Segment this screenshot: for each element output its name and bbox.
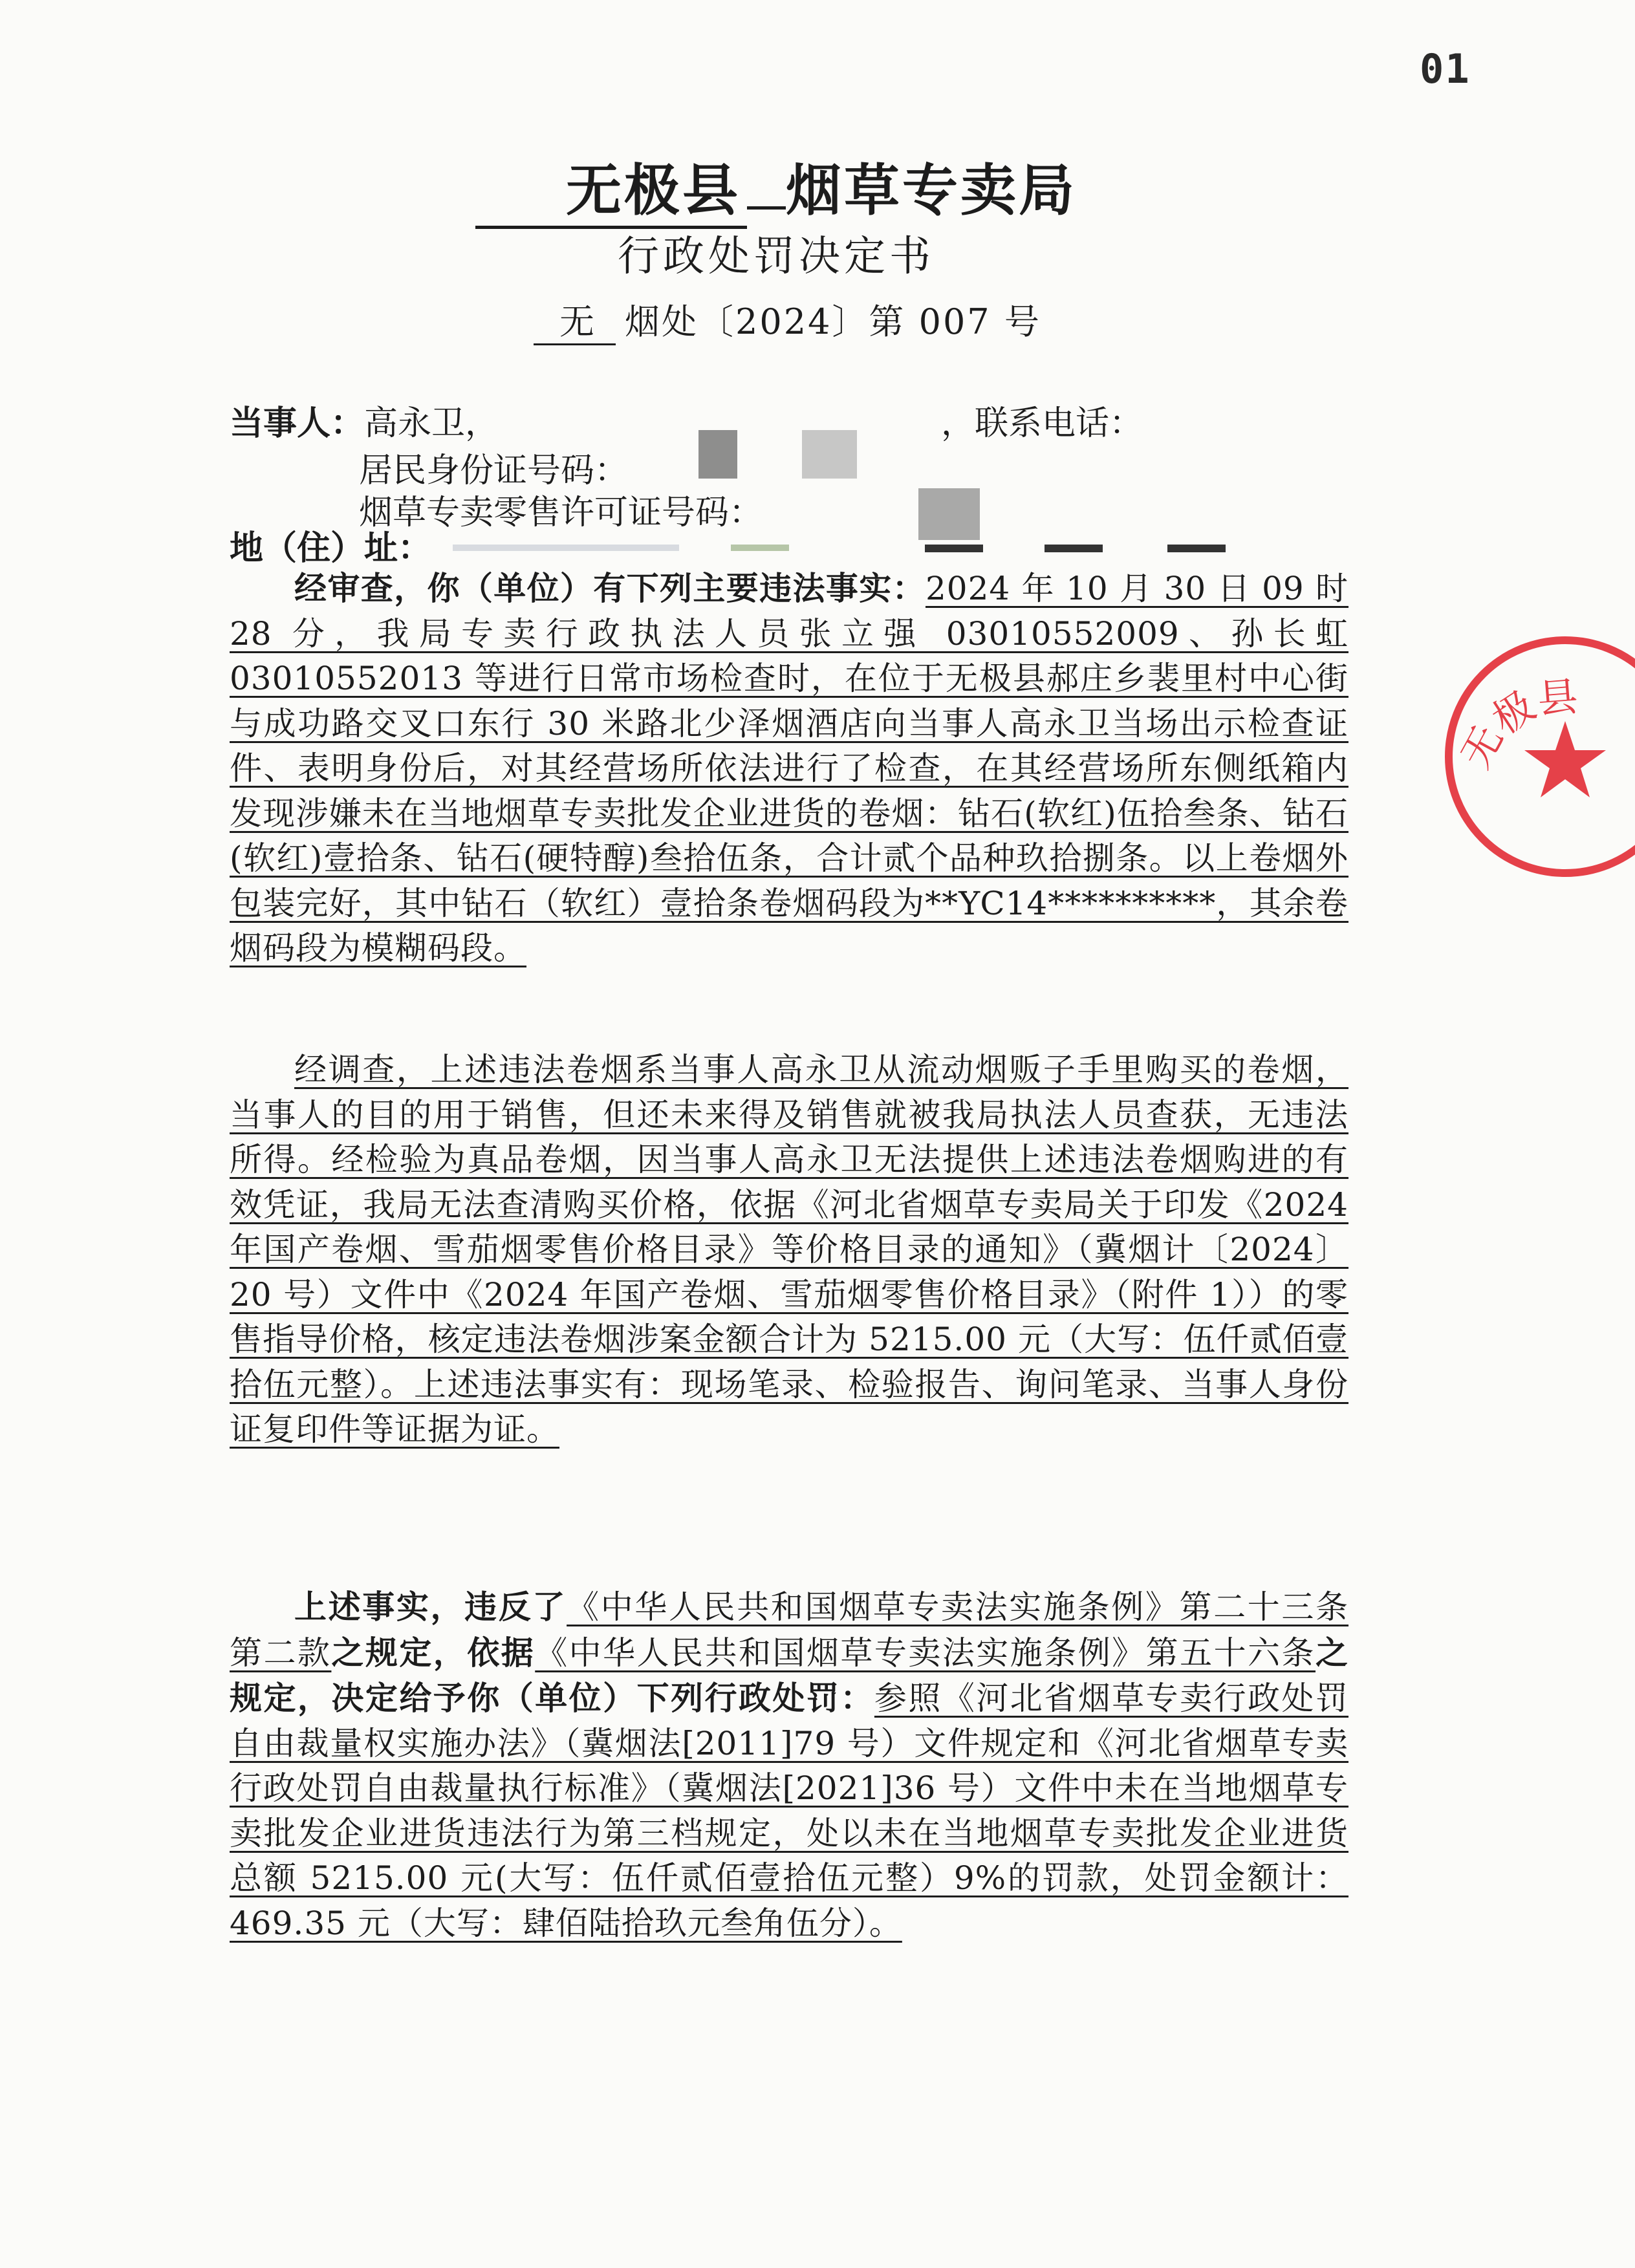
doc-number-rest: 烟处〔2024〕第 007 号: [625, 301, 1041, 342]
facts-paragraph: [230, 566, 1348, 971]
decision-law2: 《中华人民共和国烟草专卖法实施条例》第五十六条: [535, 1634, 1316, 1672]
redaction-mask: [698, 430, 737, 479]
seal-text: 无极县: [1451, 673, 1580, 776]
facts-text: 2024 年 10 月 30 日 09 时 28 分，我局专卖行政执法人员张立强 03010552009、孙长虹 03010552013 等进行日常市场检查时，在位于无极县郝庄乡裴里村中心街与成功路交叉口东行 30 米路北少泽烟酒店向当事人高永卫当场出示检查证件、表明身份后，对其经营场所依法进行了检查，在其经营场所东侧纸箱内发现涉嫌未在当地烟草专卖批发企业进货的卷烟：钻石(软红)伍拾叁条、钻石(软红)壹拾条、钻石(硬特醇)叁拾伍条，合计贰个品种玖拾捌条。以上卷烟外包装完好，其中钻石（软红）壹拾条卷烟码段为**YC14**********，其余卷烟码段为模糊码段。: [230, 570, 1349, 967]
party-line: [230, 396, 499, 444]
license-number-label: 烟草专卖零售许可证号码：: [359, 493, 763, 532]
redaction-mask: [925, 545, 983, 552]
party-label: 当事人：: [230, 404, 365, 443]
agency-title: [475, 146, 1077, 229]
official-seal: [1439, 631, 1635, 883]
agency-name: 烟草专卖局: [786, 158, 1077, 223]
agency-county: 无极县: [475, 146, 747, 229]
investigation-section: [230, 1048, 1348, 1453]
redaction-mask: [731, 545, 789, 551]
phone-label: ，联系电话：: [941, 404, 1143, 443]
decision-mid2: 之规定，决定给予你（单位）下列行政处罚：: [230, 1633, 1348, 1717]
investigation-paragraph: [230, 1048, 1348, 1453]
investigation-text: 经调查，上述违法卷烟系当事人高永卫从流动烟贩子手里购买的卷烟，当事人的目的用于销售，但还未来得及销售就被我局执法人员查获，无违法所得。经检验为真品卷烟，因当事人高永卫无法提供上述违法卷烟购进的有效凭证，我局无法查清购买价格，依据《河北省烟草专卖局关于印发《2024 年国产卷烟、雪茄烟零售价格目录》等价格目录的通知》（冀烟计〔2024〕20 号）文件中《2024 年国产卷烟、雪茄烟零售价格目录》（附件 1））的零售指导价格，核定违法卷烟涉案金额合计为 5215.00 元（大写：伍仟贰佰壹拾伍元整）。上述违法事实有：现场笔录、检验报告、询问笔录、当事人身份证复印件等证据为证。: [230, 1051, 1348, 1448]
seal-star-icon: [1524, 721, 1606, 797]
decision-paragraph: [230, 1584, 1348, 1946]
party-name: 高永卫，: [364, 404, 499, 443]
page-number: 01: [1420, 45, 1471, 92]
document-type: 行政处罚决定书: [618, 233, 935, 281]
decision-law1: 《中华人民共和国烟草专卖法实施条例》第二十三条第二款: [230, 1588, 1349, 1672]
address-line: [230, 521, 431, 569]
redaction-mask: [453, 545, 679, 551]
redaction-mask: [1045, 545, 1103, 552]
redaction-mask: [1167, 545, 1226, 552]
facts-lead: 经审查，你（单位）有下列主要违法事实：: [294, 569, 926, 607]
redaction-mask: [802, 430, 857, 479]
decision-penalty: 参照《河北省烟草专卖行政处罚自由裁量权实施办法》（冀烟法[2011]79 号）文件规定和《河北省烟草专卖行政处罚自由裁量执行标准》（冀烟法[2021]36 号）文件中未在当地烟草专卖批发企业进货违法行为第三档规定，处以未在当地烟草专卖批发企业进货总额 5215.00 元(大写：伍仟贰佰壹拾伍元整）9%的罚款，处罚金额计：469.35 元（大写：肆佰陆拾玖元叁角伍分）。: [230, 1679, 1348, 1942]
title-blank: [747, 200, 786, 210]
id-number-label: 居民身份证号码：: [359, 451, 629, 490]
doc-number-prefix: 无: [534, 301, 616, 345]
document-number: [534, 294, 1041, 344]
address-label: 地（住）址：: [230, 528, 432, 568]
facts-section: [230, 566, 1348, 971]
decision-lead: 上述事实，违反了: [294, 1588, 567, 1626]
redaction-mask: [918, 488, 980, 540]
decision-mid1: 之规定，依据: [331, 1633, 536, 1672]
decision-section: [230, 1584, 1348, 1946]
